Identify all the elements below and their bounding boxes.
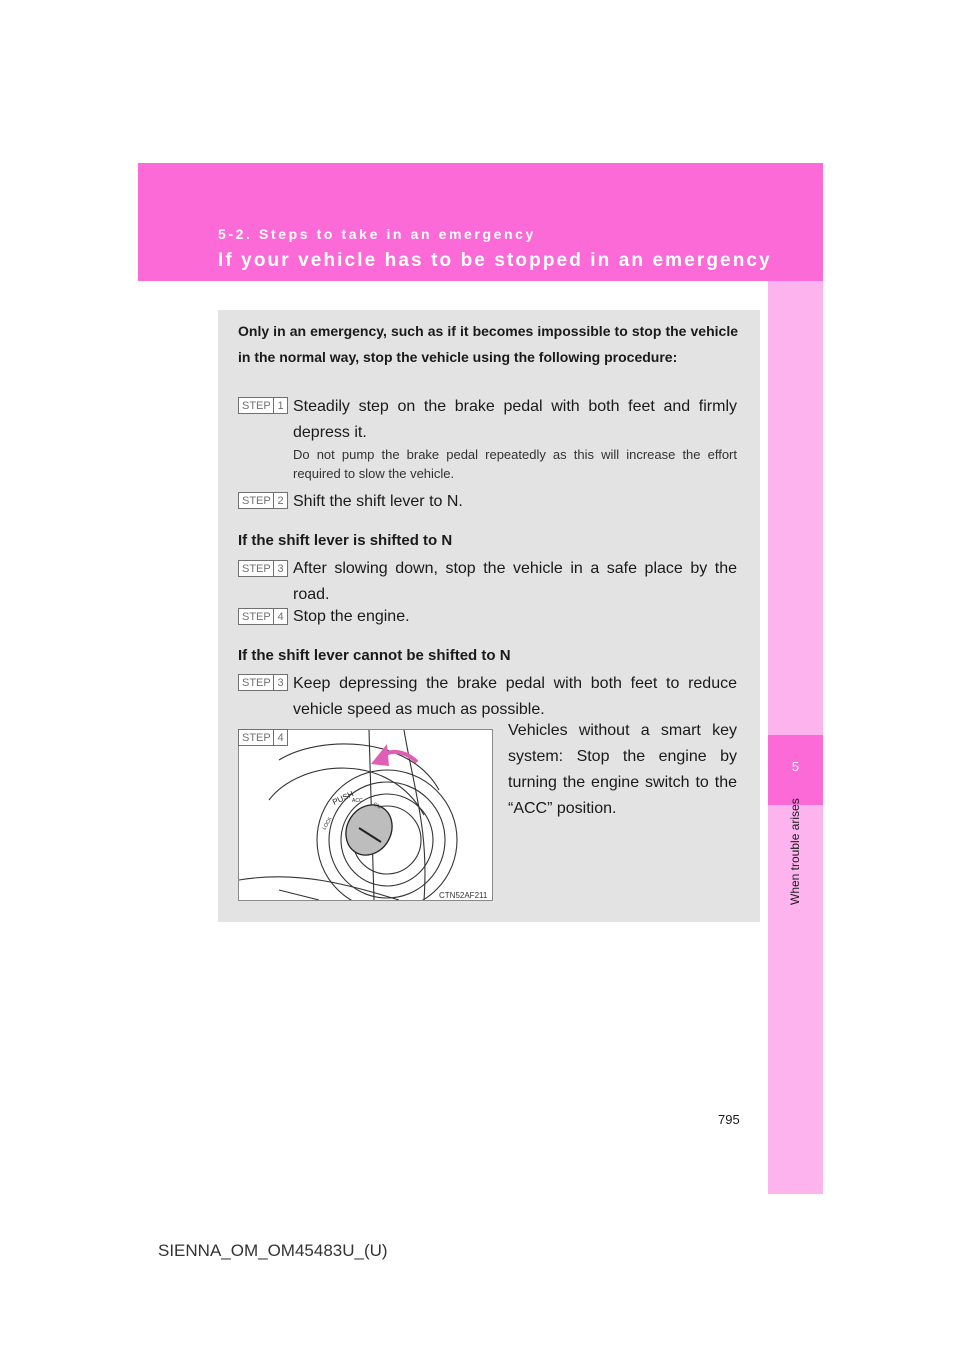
document-code: SIENNA_OM_OM45483U_(U) [158, 1241, 388, 1260]
step-word: STEP [242, 732, 271, 744]
ignition-key-illustration [239, 730, 492, 900]
step-1-text: Steadily step on the brake pedal with both feet and firmly depress it. [293, 398, 737, 441]
step-number: 3 [273, 561, 287, 576]
step-number: 4 [273, 609, 287, 624]
step-word: STEP [242, 563, 271, 575]
step-3b-text: Keep depressing the brake pedal with both feet to reduce vehicle speed as much as possible. [293, 675, 737, 718]
push-label: PUSH [331, 789, 355, 807]
chapter-number: 5 [791, 759, 800, 774]
step-badge-2 [238, 492, 288, 509]
intro-text: Only in an emergency, such as if it becomes impossible to stop the vehicle in the normal way, stop the vehicle using the following procedure: [238, 323, 738, 365]
step-4b-text: Vehicles without a smart key system: Stop the engine by turning the engine switch to the “ACC” position. [508, 722, 737, 817]
on-label: ON [372, 801, 382, 811]
step-badge-1 [238, 397, 288, 414]
step-badge-3b [238, 674, 288, 691]
step-badge-4b [238, 729, 288, 746]
page-title: If your vehicle has to be stopped in an emergency [218, 250, 772, 271]
step-word: STEP [242, 677, 271, 689]
step-number: 1 [273, 398, 287, 413]
page-number: 795 [718, 1112, 740, 1127]
step-number: 3 [273, 675, 287, 690]
step-badge-3a [238, 560, 288, 577]
acc-label: ACC [352, 798, 363, 804]
figure-code: CTN52AF211 [439, 891, 488, 900]
step-badge-4a [238, 608, 288, 625]
step-number: 4 [273, 730, 287, 745]
engine-switch-figure [238, 729, 493, 901]
case-shifted-heading: If the shift lever is shifted to N [238, 532, 453, 549]
step-2-text: Shift the shift lever to N. [293, 493, 463, 510]
lock-label: LOCK [321, 816, 334, 831]
case-not-shifted-heading: If the shift lever cannot be shifted to N [238, 647, 511, 664]
chapter-label [785, 855, 805, 905]
step-word: STEP [242, 611, 271, 623]
step-4a-text: Stop the engine. [293, 608, 410, 625]
step-1-note: Do not pump the brake pedal repeatedly as this will increase the effort required to slow the vehicle. [293, 447, 737, 481]
step-3a-text: After slowing down, stop the vehicle in a safe place by the road. [293, 560, 737, 603]
section-label: 5-2. Steps to take in an emergency [218, 226, 536, 242]
step-word: STEP [242, 400, 271, 412]
step-number: 2 [273, 493, 287, 508]
step-word: STEP [242, 495, 271, 507]
